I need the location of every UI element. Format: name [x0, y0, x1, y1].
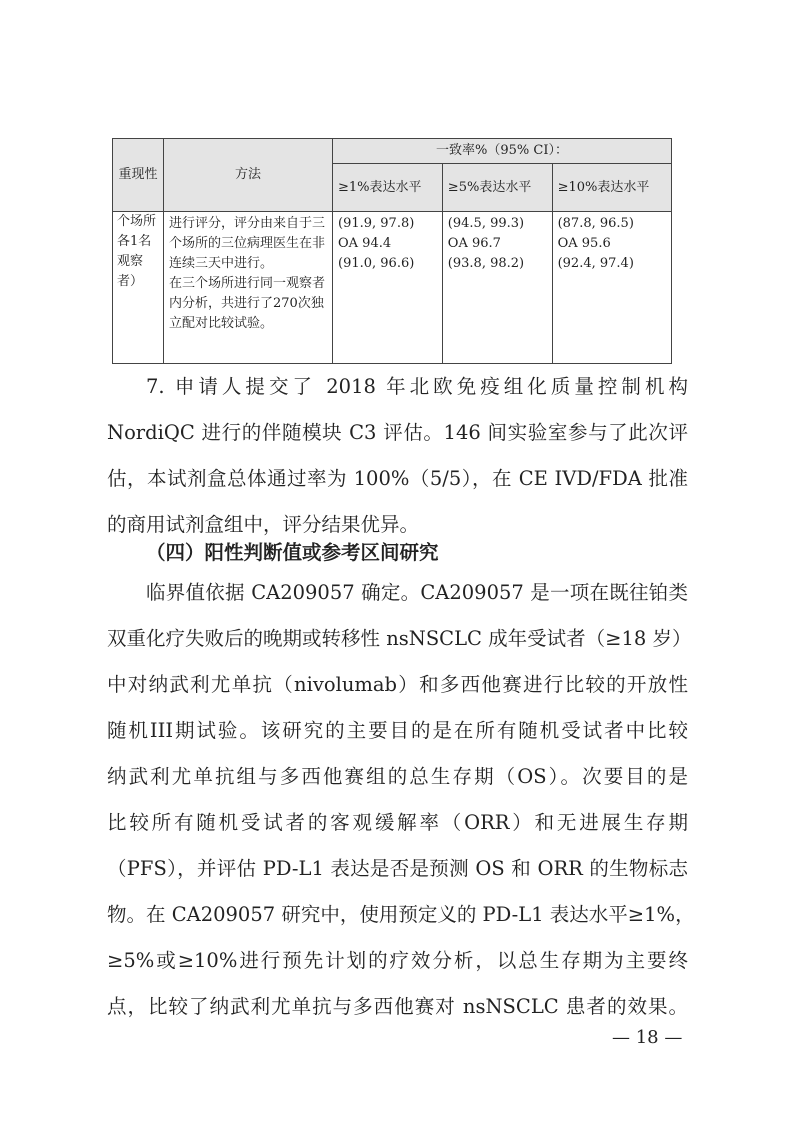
text-line: 双重化疗失败后的晚期或转移性 nsNSCLC 成年受试者（≥18 岁）	[107, 627, 692, 650]
header-level-5: ≥5%表达水平	[442, 164, 552, 212]
cell-reproducibility: 个场所各1名观察者）	[113, 212, 164, 364]
text-line: 7. 申请人提交了 2018 年北欧免疫组化质量控制机构	[146, 375, 688, 398]
cell-level-10	[552, 212, 671, 364]
oa-value: OA 94.4	[338, 236, 392, 251]
text-line: 纳武利尤单抗组与多西他赛组的总生存期（OS）。次要目的是	[107, 765, 688, 788]
cell-level-5	[442, 212, 552, 364]
paragraph-nordiqc	[107, 364, 688, 548]
oa-value: OA 95.6	[557, 236, 611, 251]
text-line: ≥5%或≥10%进行预先计划的疗效分析，以总生存期为主要终	[107, 949, 688, 972]
header-level-1: ≥1%表达水平	[333, 164, 443, 212]
text-line: 的商用试剂盒组中，评分结果优异。	[107, 513, 420, 536]
text-line: 临界值依据 CA209057 确定。CA209057 是一项在既往铂类	[146, 581, 688, 604]
text-line: NordiQC 进行的伴随模块 C3 评估。146 间实验室参与了此次评	[107, 421, 688, 444]
paragraph-cutoff	[107, 570, 695, 1030]
method-text-2: 在三个场所进行同一观察者内分析，共进行了270次独立配对比较试验。	[169, 276, 326, 331]
text-line: 随机III期试验。该研究的主要目的是在所有随机受试者中比较	[107, 719, 688, 742]
ci-value: (93.8, 98.2)	[447, 256, 525, 271]
cell-level-1	[333, 212, 443, 364]
header-level-10: ≥10%表达水平	[552, 164, 671, 212]
oa-value: OA 96.7	[447, 236, 501, 251]
text-line: 点，比较了纳武利尤单抗与多西他赛对 nsNSCLC 患者的效果。	[107, 995, 688, 1018]
page-number: — 18 —	[612, 1027, 683, 1048]
ci-value: (94.5, 99.3)	[447, 216, 525, 231]
ci-value: (92.4, 97.4)	[557, 256, 634, 271]
text-line: 比较所有随机受试者的客观缓解率（ORR）和无进展生存期	[107, 811, 688, 834]
ci-value: (87.8, 96.5)	[557, 216, 634, 231]
header-reproducibility: 重现性	[113, 139, 164, 212]
text-line: （PFS），并评估 PD-L1 表达是否是预测 OS 和 ORR 的生物标志	[107, 857, 688, 880]
text-line: 估，本试剂盒总体通过率为 100%（5/5），在 CE IVD/FDA 批准	[107, 467, 688, 490]
header-method: 方法	[164, 139, 333, 212]
text-line: 中对纳武利尤单抗（nivolumab）和多西他赛进行比较的开放性	[107, 673, 688, 696]
agreement-table	[112, 138, 672, 364]
cell-method	[164, 212, 333, 364]
header-agreement: 一致率%（95% CI）：	[333, 139, 672, 164]
ci-value: (91.9, 97.8)	[338, 216, 415, 231]
method-text-1: 进行评分，评分由来自于三个场所的三位病理医生在非连续三天中进行。	[169, 216, 326, 271]
text-line: 物。在 CA209057 研究中，使用预定义的 PD-L1 表达水平≥1%，	[107, 903, 695, 926]
section-heading: （四）阳性判断值或参考区间研究	[146, 541, 439, 564]
ci-value: (91.0, 96.6)	[338, 256, 415, 271]
